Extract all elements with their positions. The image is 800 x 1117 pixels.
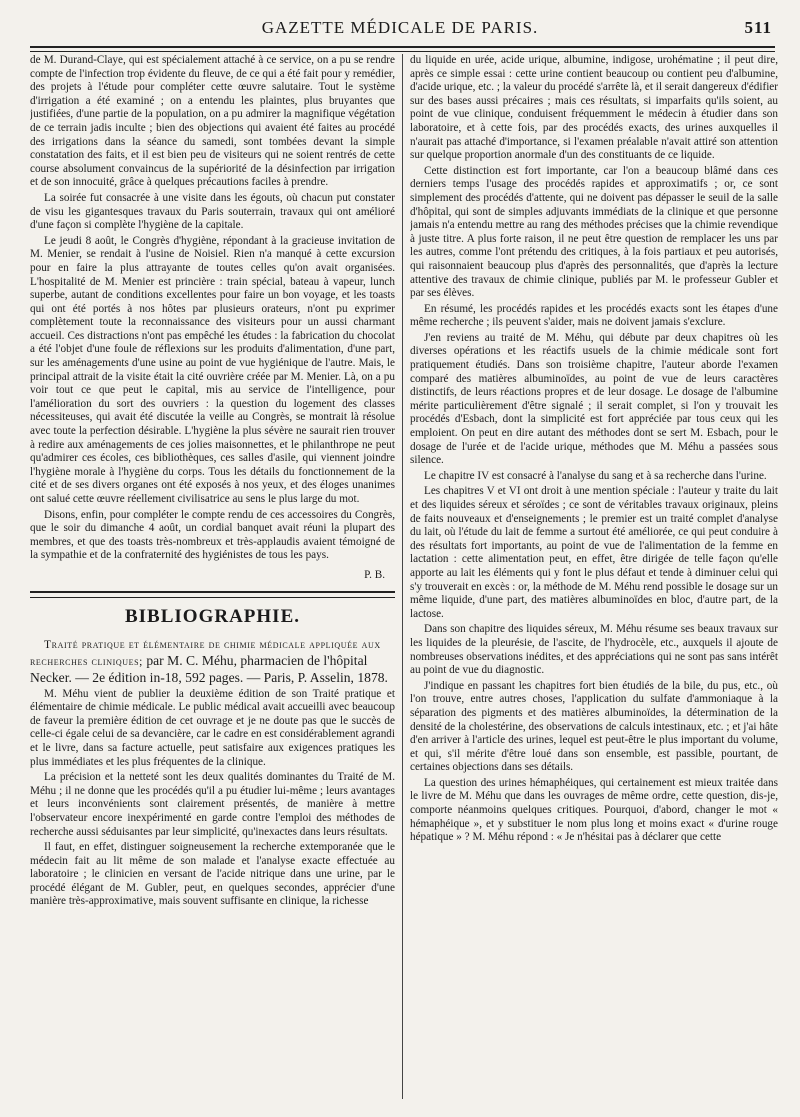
article-signature: P. B. — [364, 568, 385, 581]
review-paragraph-2: La précision et la netteté sont les deux qualités dominantes du Traité de M. Méhu ; il ne donne que les procédés qu'il a pu étudier lui-même ; leurs avantages et leurs inconvénients sont clairement présentés, de manière à mettre l'observateur encore inexpérimenté en garde contre l'emploi des méthodes de recherche aussi séduisantes par leur simplicité, qu'inexactes dans leurs résultats. — [30, 771, 395, 838]
right-paragraph-8: J'indique en passant les chapitres fort bien étudiés de la bile, du pus, etc., où l'on trouve, entre autres choses, l'application du sulfate d'ammoniaque à la séparation des pigments et des matières albuminoïdes, la détermination de la densité de la cholestérine, des observations de calculs intestinaux, etc. ; et j'ai hâte d'en arriver à l'article des urines, lequel est peut-être le plus important du volume, et qui, s'il mérite d'être loué dans son ensemble, est passible, pourtant, de certaines objections dans ses détails. — [410, 679, 778, 774]
page-header — [20, 18, 780, 40]
book-reference-title: Traité pratique et élémentaire de chimie médicale appliquée aux recherches cliniques; — [30, 637, 381, 668]
section-rule — [30, 591, 395, 598]
review-paragraph-1: M. Méhu vient de publier la deuxième édition de son Traité pratique et élémentaire de chimie médicale. Le public médical avait accueilli avec beaucoup de faveur la première édition de cet ouvrage et je ne doute pas que le succès de celle-ci égale celui de sa devancière, car le cadre en est considérablement agrandi et le livre, dans sa facture actuelle, peut satisfaire aux exigences pratiques les plus immédiates et les plus fréquentes de la clinique. — [30, 687, 395, 768]
left-column — [30, 54, 395, 1104]
left-paragraph-2: La soirée fut consacrée à une visite dans les égouts, où chacun put constater de visu les gigantesques travaux du Paris souterrain, travaux qui ont amélioré d'une façon si complète l'hygiène de la capitale. — [30, 191, 395, 232]
book-reference — [30, 636, 395, 686]
header-rule — [30, 46, 775, 52]
right-paragraph-1: du liquide en urée, acide urique, albumine, indigose, urohématine ; il peut dire, après ce simple essai : cette urine contient beaucoup ou contient peu d'albumine, d'acide urique, etc. ; la valeur du procédé s'arrête là, et il serait dangereux d'édifier sur des bases aussi précaires ; mais ces résultats, si imparfaits qu'ils soient, au point de vue clinique, conduisent fréquemment le médecin à étudier dans son laboratoire, et à cette fois, par des procédés exacts, des urines auxquelles il n'aurait pas attaché d'importance, si l'examen préalable n'avait attiré son attention sur quelque proportion anormale d'un des constituants de ce liquide. — [410, 54, 778, 162]
right-paragraph-6: Les chapitres V et VI ont droit à une mention spéciale : l'auteur y traite du lait et des liquides séreux et séroïdes ; ce sont de véritables travaux originaux, pleins de faits nouveaux et d'enseignements ; le premier est un traité complet d'analyse du lait, où l'étude du lait de femme a surtout été améliorée, ce qui peut conduire à des résultats fort importants, au point de vue de l'alimentation de la femme en lactation : cette alimentation peut, en effet, être dirigée de telle façon qu'elle apporte au lait les éléments qui y font le plus défaut et tende à diminuer celui qui s'y trouverait en excès : or, la méthode de M. Méhu rend possible le dosage sur un même liquide, d'une part, des matières albuminoïdes en bloc, d'autre part, de la lactose. — [410, 485, 778, 620]
right-paragraph-3: En résumé, les procédés rapides et les procédés exacts sont les étapes d'une même recherche ; ils peuvent s'aider, mais ne doivent jamais s'exclure. — [410, 302, 778, 329]
right-paragraph-7: Dans son chapitre des liquides séreux, M. Méhu résume ses beaux travaux sur les liquides de la pleurésie, de l'ascite, de l'hydrocèle, etc., auxquels il ajoute de nombreuses observations inédites, et des appréciations qui ne sont pas sans intérêt au point de vue du diagnostic. — [410, 623, 778, 677]
column-divider — [402, 54, 403, 1099]
left-paragraph-4: Disons, enfin, pour compléter le compte rendu de ces accessoires du Congrès, que le soir du dimanche 4 août, un cordial banquet avait réuni la plupart des membres, et que des toasts très-nombreux et très-applaudis avaient témoigné de la sympathie et de la confraternité des hygiénistes de tous les pays. — [30, 508, 395, 562]
right-column — [410, 54, 778, 1104]
section-title: BIBLIOGRAPHIE. — [124, 605, 300, 627]
right-paragraph-4: J'en reviens au traité de M. Méhu, qui débute par deux chapitres où les diverses opérations et les réactifs usuels de la chimie médicale sont fort pratiquement étudiés. Dans son troisième chapitre, l'auteur aborde l'examen comparé des matières albuminoïdes, au point de vue de leurs caractères distinctifs, de leurs réactions propres et de leur dosage. Le dosage de l'albumine mérite particulièrement d'être signalé ; il serait complet, si l'on y trouvait les procédés d'Esbach, dont la simplicité est fort appréciée par tous ceux qui les emploient. On peut en dire autant des méthodes dont se sert M. Esbach, pour le dosage de l'urée et de l'acide urique, méthodes que M. Méhu a passées sous silence. — [410, 331, 778, 467]
right-paragraph-9: La question des urines hémaphéiques, qui certainement est mieux traitée dans le livre de M. Méhu que dans les ouvrages de même ordre, cette question, dis-je, comporte néanmoins quelques critiques. Pourquoi, d'abord, changer le mot « hémaphéique », et y substituer le nom plus long et moins exact « d'urine rouge hépatique » ? M. Méhu répond : « Je n'hésitai pas à déclarer que cette — [410, 776, 778, 844]
book-reference-details: par M. C. Méhu, pharmacien de l'hôpital Necker. — 2e édition in-18, 592 pages. — Paris, P. Asselin, 1878. — [30, 652, 388, 685]
journal-title: GAZETTE MÉDICALE DE PARIS. — [261, 18, 539, 37]
page-number: 511 — [744, 18, 772, 37]
right-paragraph-2: Cette distinction est fort importante, car l'on a beaucoup blâmé dans ces derniers temps l'usage des procédés rapides et approximatifs ; or, ce sont simplement des procédés d'attente, qui ne doivent pas dépasser le seuil de la salle d'hôpital, qui sont de simples adjuvants immédiats de la clinique et que personne jamais n'a entendu mettre au rang des méthodes précises que la chimie revendique à juste titre. A plus forte raison, il ne peut être question de remplacer les uns par les autres, comme l'ont prétendu des critiques, à la fois partiaux et peu autorisés, qui raisonnaient beaucoup plus d'après des personnalités, que d'après la lecture attentive des travaux de chimie clinique, publiés par M. le professeur Gubler et par ses élèves. — [410, 164, 778, 300]
review-paragraph-3: Il faut, en effet, distinguer soigneusement la recherche extemporanée que le médecin fait au lit même de son malade et l'analyse exacte effectuée au laboratoire ; le clinicien en versant de l'acide nitrique dans une urine, par le procédé élégant de M. Gubler, peut, en quelques secondes, apprécier d'une manière très-approximative, mais souvent suffisante en clinique, la richesse — [30, 841, 395, 908]
left-paragraph-1: de M. Durand-Claye, qui est spécialement attaché à ce service, on a pu se rendre compte de l'infection trop évidente du fleuve, de ce qui a été fait pour y remédier, des projets à l'étude pour compléter cette œuvre salutaire. Tout le système d'irrigation a été examiné ; on a entendu les plaintes, plus bruyantes que justifiées, d'une partie de la population, on a pu admirer la magnifique végétation de ce terrain jadis inculte ; bien des objections qui avaient été faites au procédé des irrigations dans la séance du samedi, sont tombées devant la simple constatation des faits, et il est bien peu de visiteurs qui ne soient rentrés de cette course absolument convaincus de la supériorité de la désinfection par irrigation et de son innocuité, grâce à quelques précautions faciles à prendre. — [30, 54, 395, 189]
left-paragraph-3: Le jeudi 8 août, le Congrès d'hygiène, répondant à la gracieuse invitation de M. Menier, se rendait à l'usine de Noisiel. Rien n'a manqué à cette excursion pour en faire la plus attrayante de toutes celles qu'on avait organisées. L'hospitalité de M. Menier est princière : train spécial, bateau à vapeur, lunch superbe, autant de conditions excellentes pour faire un bon voyage, et les toasts qui ont été portés à nos hôtes par plusieurs orateurs, n'ont pu exprimer complètement toute la reconnaissance des visiteurs pour un aussi charmant accueil. Ces distractions n'ont pas empêché les études : la fabrication du chocolat a été l'objet d'une foule de réflexions sur les produits d'alimentation, d'une part, sur les aménagements d'une usine au point de vue hygiénique de l'autre. Mais, le principal attrait de la visite était la cité ouvrière créée par M. Menier. Là, on a pu voir tout ce que peut le capital, mis au service de l'intelligence, pour l'amélioration du sort des ouvriers : la question du logement des classes nécessiteuses, qui avait été discutée la veille au Congrès, se montrait là résolue avec toute la perfection désirable. L'hygiène la plus sévère ne saurait rien trouver à redire aux aménagements de ces jolies maisonnettes, et le philanthrope ne peut qu'admirer ces écoles, ces bibliothèques, ces salles d'asile, qui viennent joindre l'hygiène morale à l'hygiène du corps. Tous les détails du fonctionnement de la cité et de ses divers organes ont été exposés à nos yeux, et des éloges unanimes ont salué cette œuvre réellement civilisatrice au sens le plus large du mot. — [30, 234, 395, 505]
right-paragraph-5: Le chapitre IV est consacré à l'analyse du sang et à sa recherche dans l'urine. — [424, 469, 767, 482]
